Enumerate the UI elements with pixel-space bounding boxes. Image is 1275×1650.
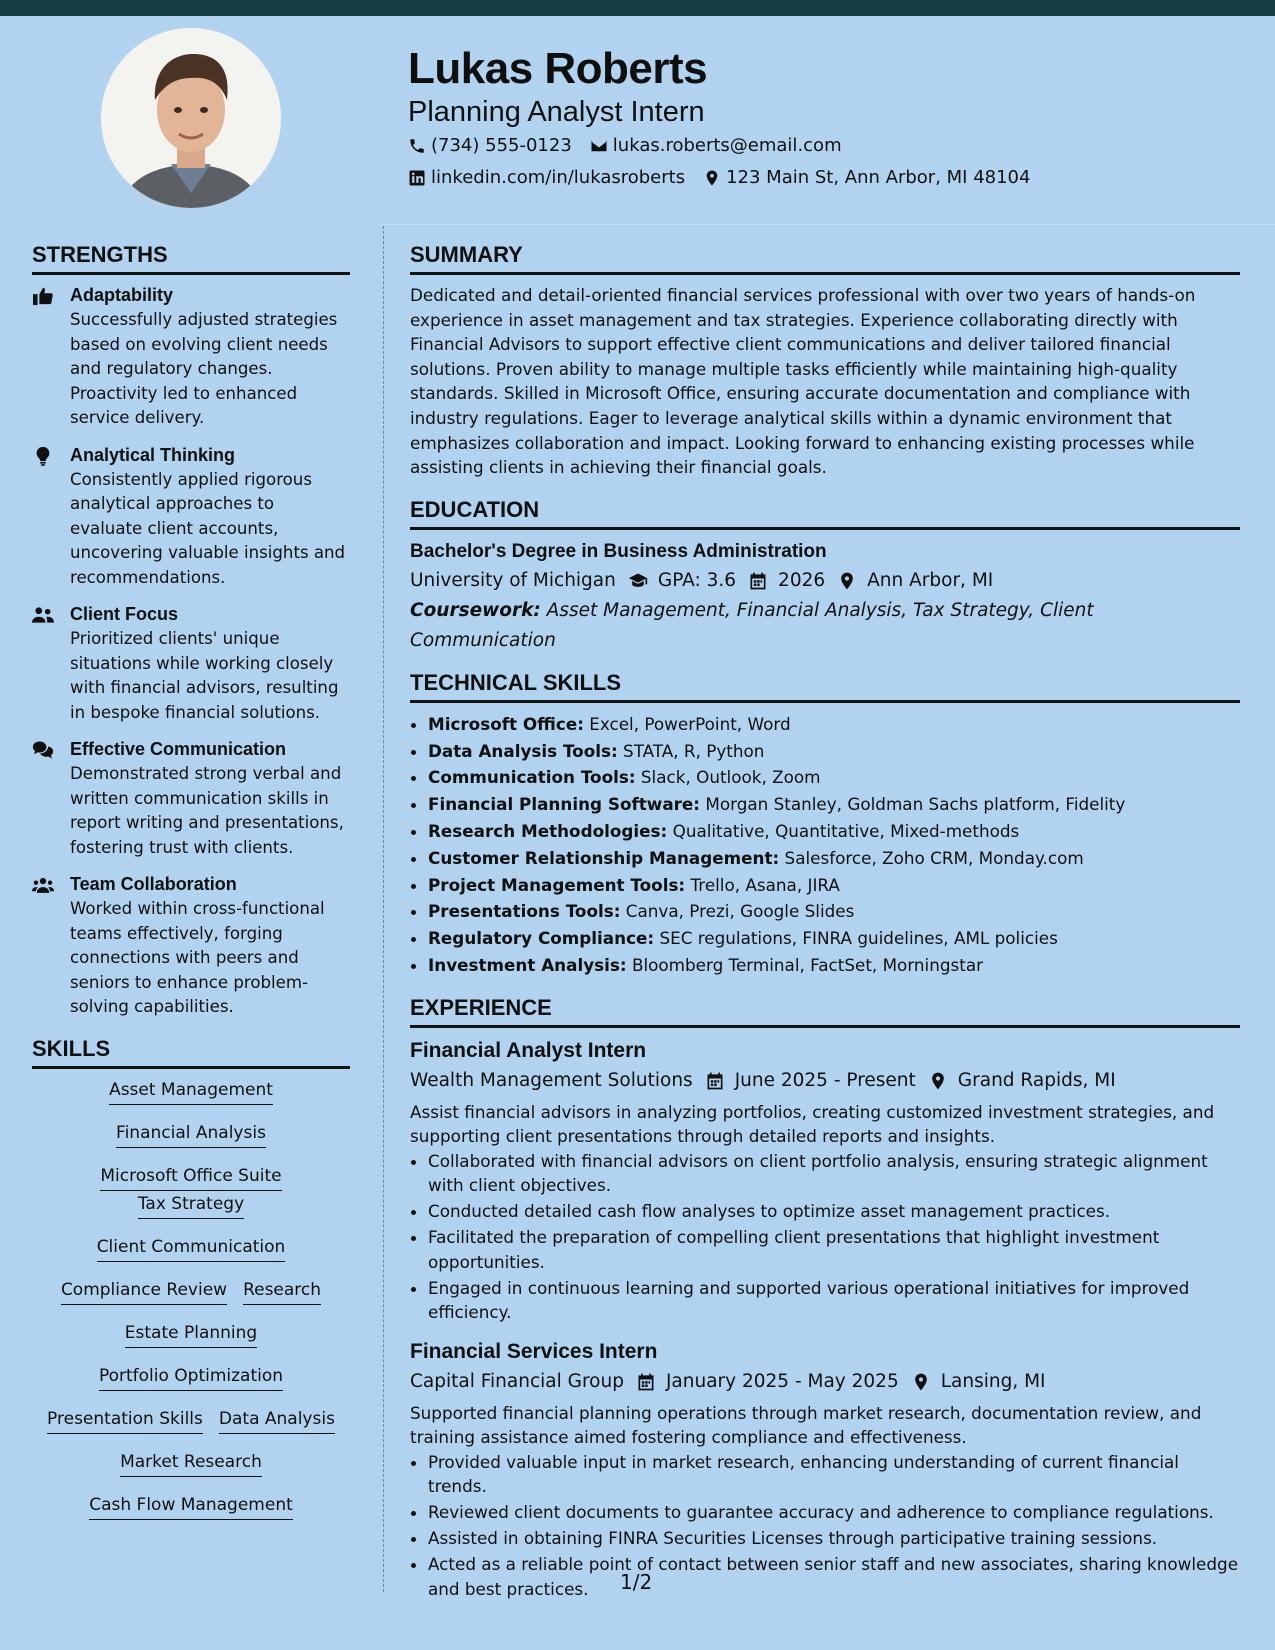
job-bullet: • Assisted in obtaining FINRA Securities Licenses through participative training sessions. (428, 1526, 1240, 1551)
strength-title: Adaptability (70, 285, 174, 305)
strength-item (32, 737, 350, 860)
header-rule (383, 224, 1275, 225)
linkedin-text: linkedin.com/in/lukasroberts (431, 167, 686, 188)
right-column (410, 240, 1240, 1613)
skill-tag: Client Communication (97, 1235, 286, 1262)
job-bullet: • Collaborated with financial advisors on client portfolio analysis, ensuring strategic alignment with client objectives. (428, 1149, 1240, 1198)
technical-skill-label: Research Methodologies: (428, 820, 668, 841)
phone-icon (408, 137, 426, 155)
top-bar (0, 0, 1275, 16)
job-bullets (410, 1149, 1240, 1325)
coursework-list: Asset Management, Financial Analysis, Tax Strategy, Client Communication (410, 599, 1094, 651)
technical-skill-item (428, 952, 1240, 979)
technical-skill-item (428, 711, 1240, 738)
job-bullets (410, 1450, 1240, 1602)
skill-row (32, 1363, 350, 1391)
technical-skill-label: Communication Tools: (428, 767, 636, 788)
technical-skill-item (428, 925, 1240, 952)
technical-skill-value: Morgan Stanley, Goldman Sachs platform, Fidelity (705, 794, 1126, 815)
school: University of Michigan (410, 569, 616, 591)
lightbulb-icon (32, 443, 70, 591)
strength-title: Analytical Thinking (70, 444, 236, 465)
phone-contact (408, 130, 572, 162)
graduation-cap-icon (628, 571, 648, 591)
grad-year: 2026 (778, 569, 826, 591)
job-title: Financial Analyst Intern (410, 1038, 647, 1062)
skill-row (32, 1492, 350, 1520)
technical-skill-label: Investment Analysis: (428, 954, 627, 975)
skill-row (32, 1234, 350, 1262)
skill-tag: Cash Flow Management (89, 1493, 293, 1520)
strength-item (32, 602, 350, 725)
job-dates-item (693, 1066, 916, 1096)
technical-skill-value: Canva, Prezi, Google Slides (625, 901, 855, 922)
job-location: Grand Rapids, MI (957, 1069, 1116, 1091)
edu-location: Ann Arbor, MI (867, 569, 994, 591)
edu-location-item (825, 566, 993, 596)
job-description: Assist financial advisors in analyzing portfolios, creating customized investment strategies, and supporting client presentations through detailed reports and insights. (410, 1101, 1215, 1147)
strength-title: Team Collaboration (70, 874, 237, 894)
year-item (736, 566, 825, 596)
coursework-label: Coursework: (410, 599, 541, 621)
technical-skill-item (428, 818, 1240, 845)
technical-skill-value: Qualitative, Quantitative, Mixed-methods (672, 820, 1020, 841)
technical-skill-item (428, 898, 1240, 925)
page-number: 1/2 (620, 1570, 653, 1594)
job-location-item (916, 1066, 1116, 1096)
strength-desc: Consistently applied rigorous analytical approaches to evaluate client accounts, uncovering valuable insights and recommendations. (70, 469, 346, 587)
job-meta (410, 1367, 1240, 1397)
technical-skill-item (428, 845, 1240, 872)
job-title: Financial Services Intern (410, 1339, 658, 1363)
map-marker-icon (911, 1372, 931, 1392)
coursework (410, 596, 1240, 656)
skill-tag: Presentation Skills (47, 1407, 203, 1434)
job-meta (410, 1066, 1240, 1096)
education-title: EDUCATION (410, 495, 1240, 530)
experience-title: EXPERIENCE (410, 993, 1240, 1028)
technical-skill-value: Salesforce, Zoho CRM, Monday.com (784, 847, 1084, 868)
calendar-icon (705, 1071, 725, 1091)
job-bullet: • Reviewed client documents to guarantee accuracy and adherence to compliance regulations. (428, 1500, 1240, 1525)
technical-skill-label: Project Management Tools: (428, 874, 686, 895)
technical-skill-value: Trello, Asana, JIRA (690, 874, 840, 895)
company: Wealth Management Solutions (410, 1069, 693, 1091)
strength-item (32, 283, 350, 431)
skills-title: SKILLS (32, 1034, 350, 1069)
technical-skill-label: Financial Planning Software: (428, 794, 701, 815)
skill-row (32, 1277, 350, 1305)
technical-skill-label: Regulatory Compliance: (428, 928, 655, 949)
job-bullet: • Facilitated the preparation of compelling client presentations that highlight investment opportunities. (428, 1225, 1240, 1274)
phone-text: (734) 555-0123 (431, 135, 572, 156)
strength-desc: Prioritized clients' unique situations while working closely with financial advisors, resulting in bespoke financial solutions. (70, 629, 339, 722)
job-location: Lansing, MI (940, 1370, 1046, 1392)
technical-skill-value: Excel, PowerPoint, Word (589, 713, 791, 734)
technical-skills-title: TECHNICAL SKILLS (410, 668, 1240, 703)
skill-tag: Research (243, 1278, 321, 1305)
linkedin-contact[interactable] (408, 162, 685, 194)
technical-skill-item (428, 872, 1240, 899)
skill-row (32, 1406, 350, 1434)
candidate-role: Planning Analyst Intern (408, 96, 705, 128)
job-dates: January 2025 - May 2025 (665, 1370, 899, 1392)
summary-text: Dedicated and detail-oriented financial services professional with over two years of hands-on experience in asset management and tax strategies. Experience collaborating directly with Financial Advisors to support effective client communications and deliver tailored financial solutions. Proven ability to manage multiple tasks efficiently while maintaining high-quality standards. Skilled in Microsoft Office, ensuring accurate documentation and compliance with industry regulations. Eager to leverage analytical skills within a dynamic environment that emphasizes collaboration and impact. Looking forward to enhancing existing processes while assisting clients in achieving their financial goals. (410, 285, 1196, 478)
thumbs-up-icon (32, 283, 70, 431)
technical-skill-value: STATA, R, Python (623, 740, 765, 761)
calendar-icon (636, 1372, 656, 1392)
technical-skill-label: Data Analysis Tools: (428, 740, 618, 761)
contact-line-1 (408, 130, 1248, 162)
contact-line-2 (408, 162, 1248, 194)
left-column (32, 240, 350, 1535)
technical-skill-label: Presentations Tools: (428, 901, 621, 922)
technical-skill-value: Slack, Outlook, Zoom (640, 767, 821, 788)
gpa-item (616, 566, 736, 596)
skills-list (32, 1077, 350, 1520)
comments-icon (32, 737, 70, 860)
technical-skills-list (410, 711, 1240, 979)
email-text: lukas.roberts@email.com (612, 135, 842, 156)
user-friends-icon (32, 602, 70, 725)
skill-row (32, 1449, 350, 1477)
linkedin-icon (408, 169, 426, 187)
job-entry (410, 1337, 1240, 1602)
candidate-name: Lukas Roberts (408, 44, 708, 93)
envelope-icon (590, 137, 608, 155)
skill-tag: Asset Management (109, 1078, 273, 1105)
profile-photo (101, 28, 281, 208)
company: Capital Financial Group (410, 1370, 624, 1392)
strengths-list (32, 283, 350, 1020)
skill-tag: Compliance Review (61, 1278, 227, 1305)
skill-row (32, 1320, 350, 1348)
resume-header (408, 42, 1248, 194)
technical-skill-item (428, 791, 1240, 818)
experience-list (410, 1036, 1240, 1602)
summary-title: SUMMARY (410, 240, 1240, 275)
gpa: GPA: 3.6 (657, 569, 737, 591)
strength-title: Effective Communication (70, 739, 287, 759)
strength-desc: Successfully adjusted strategies based on evolving client needs and regulatory changes. Proactivity led to enhanced service delivery. (70, 310, 338, 427)
job-bullet: • Provided valuable input in market research, enhancing understanding of current financial trends. (428, 1450, 1240, 1499)
job-bullet: • Acted as a reliable point of contact between senior staff and new associates, sharing knowledge and best practices. (428, 1552, 1240, 1601)
strength-desc: Demonstrated strong verbal and written communication skills in report writing and presentations, fostering trust with clients. (70, 764, 344, 857)
skill-tag: Tax Strategy (138, 1192, 244, 1219)
map-marker-icon (928, 1071, 948, 1091)
column-divider (383, 226, 384, 1592)
strength-desc: Worked within cross-functional teams effectively, forging connections with peers and seniors to enhance problem-solving capabilities. (70, 899, 325, 1016)
email-contact[interactable] (590, 130, 842, 162)
users-icon (32, 872, 70, 1020)
technical-skill-item (428, 764, 1240, 791)
technical-skill-value: Bloomberg Terminal, FactSet, Morningstar (631, 954, 984, 975)
map-marker-icon (837, 571, 857, 591)
strengths-title: STRENGTHS (32, 240, 350, 275)
strength-item (32, 872, 350, 1020)
map-marker-icon (703, 169, 721, 187)
skill-row (32, 1077, 350, 1105)
skill-tag: Data Analysis (219, 1407, 335, 1434)
skill-tag: Microsoft Office Suite (100, 1164, 281, 1191)
strength-title: Client Focus (70, 604, 179, 624)
job-description: Supported financial planning operations through market research, documentation review, and training assistance aimed fostering compliance and effectiveness. (410, 1402, 1202, 1448)
strength-item (32, 443, 350, 591)
skill-row (32, 1120, 350, 1148)
calendar-icon (748, 571, 768, 591)
job-bullet: • Engaged in continuous learning and supported various operational initiatives for improved efficiency. (428, 1276, 1240, 1325)
job-dates-item (624, 1367, 899, 1397)
technical-skill-item (428, 738, 1240, 765)
technical-skill-label: Microsoft Office: (428, 713, 584, 734)
job-dates: June 2025 - Present (734, 1069, 916, 1091)
skill-tag: Estate Planning (125, 1321, 257, 1348)
technical-skill-value: SEC regulations, FINRA guidelines, AML policies (659, 928, 1058, 949)
skill-tag: Portfolio Optimization (99, 1364, 283, 1391)
technical-skill-label: Customer Relationship Management: (428, 847, 780, 868)
address-contact (703, 162, 1030, 194)
skill-tag: Financial Analysis (116, 1121, 266, 1148)
job-location-item (899, 1367, 1046, 1397)
address-text: 123 Main St, Ann Arbor, MI 48104 (726, 167, 1031, 188)
skill-tag: Market Research (120, 1450, 262, 1477)
skill-row (32, 1163, 350, 1219)
job-bullet: • Conducted detailed cash flow analyses to optimize asset management practices. (428, 1199, 1240, 1224)
degree: Bachelor's Degree in Business Administration (410, 540, 827, 562)
education-meta (410, 566, 1240, 596)
job-entry (410, 1036, 1240, 1325)
